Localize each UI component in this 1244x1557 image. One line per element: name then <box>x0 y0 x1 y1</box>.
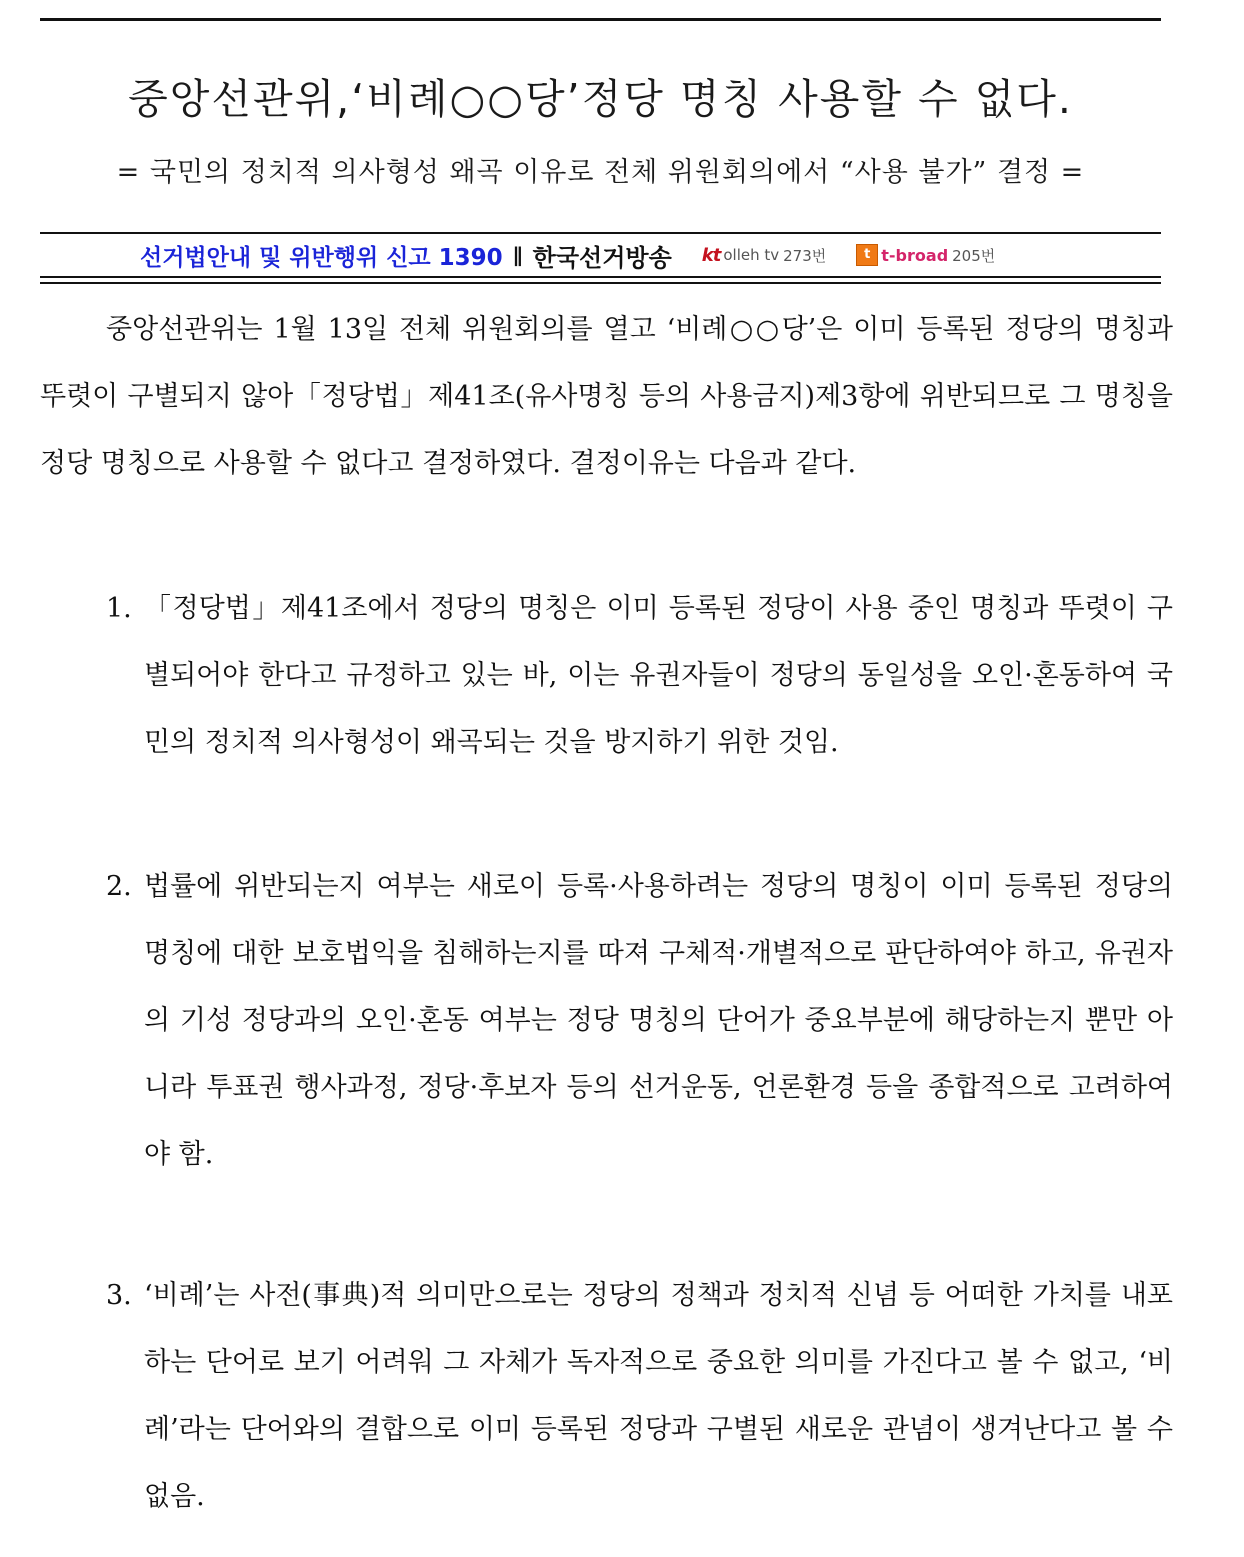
list-item <box>106 853 1173 1188</box>
list-item-number: 3. <box>106 1280 132 1311</box>
channel-kt-number: 273번 <box>783 246 827 265</box>
page-title: 중앙선관위,‘비례○○당’정당 명칭 사용할 수 없다. <box>128 75 1073 123</box>
broadcast-banner <box>140 238 995 272</box>
hotline-notice: 선거법안내 및 위반행위 신고 1390 <box>140 244 503 271</box>
press-release-page <box>40 0 1175 1557</box>
channel-kt <box>702 245 826 266</box>
banner-divider-bottom-double <box>40 282 1161 284</box>
banner-divider-bottom <box>40 276 1161 278</box>
list-item <box>106 575 1173 776</box>
list-item <box>106 1262 1173 1530</box>
channel-tbroad-number: 205번 <box>952 246 996 265</box>
channel-tbroad-name: t-broad <box>881 245 949 265</box>
list-item-text: 「정당법」제41조에서 정당의 명칭은 이미 등록된 정당이 사용 중인 명칭과 뚜렷이 구별되어야 한다고 규정하고 있는 바, 이는 유권자들이 정당의 동일성을 오인·혼동하여 국민의 정치적 의사형성이 왜곡되는 것을 방지하기 위한 것임. <box>144 593 1173 758</box>
list-item-number: 2. <box>106 871 132 902</box>
list-item-number: 1. <box>106 593 132 624</box>
intro-paragraph: 중앙선관위는 1월 13일 전체 위원회의를 열고 ‘비례○○당’은 이미 등록된 정당의 명칭과 뚜렷이 구별되지 않아「정당법」제41조(유사명칭 등의 사용금지)제3항에 위반되므로 그 명칭을 정당 명칭으로 사용할 수 없다고 결정하였다. 결정이유는 다음과 같다. <box>40 314 1174 479</box>
page-subtitle: = 국민의 정치적 의사형성 왜곡 이유로 전체 위원회의에서 “사용 불가” 결정 = <box>116 157 1085 188</box>
channel-kt-name: olleh tv <box>723 246 780 264</box>
banner-divider-top <box>40 232 1161 234</box>
broadcaster-name: 한국선거방송 <box>532 243 672 272</box>
list-item-text: 법률에 위반되는지 여부는 새로이 등록·사용하려는 정당의 명칭이 이미 등록된 정당의 명칭에 대한 보호법익을 침해하는지를 따져 구체적·개별적으로 판단하여야 하고, 유권자의 기성 정당과의 오인·혼동 여부는 정당 명칭의 단어가 중요부분에 해당하는지 뿐만 아니라 투표권 행사과정, 정당·후보자 등의 선거운동, 언론환경 등을 종합적으로 고려하여야 함. <box>144 871 1173 1170</box>
top-divider <box>40 18 1161 21</box>
tbroad-logo-icon: t <box>856 244 878 266</box>
channel-tbroad <box>856 244 995 266</box>
list-item-text: ‘비례’는 사전(事典)적 의미만으로는 정당의 정책과 정치적 신념 등 어떠한 가치를 내포하는 단어로 보기 어려워 그 자체가 독자적으로 중요한 의미를 가진다고 볼 수 없고, ‘비례’라는 단어와의 결합으로 이미 등록된 정당과 구별된 새로운 관념이 생겨난다고 볼 수 없음. <box>144 1280 1173 1512</box>
kt-logo-icon: kt <box>701 244 721 266</box>
banner-separator: ∥ <box>512 243 523 267</box>
